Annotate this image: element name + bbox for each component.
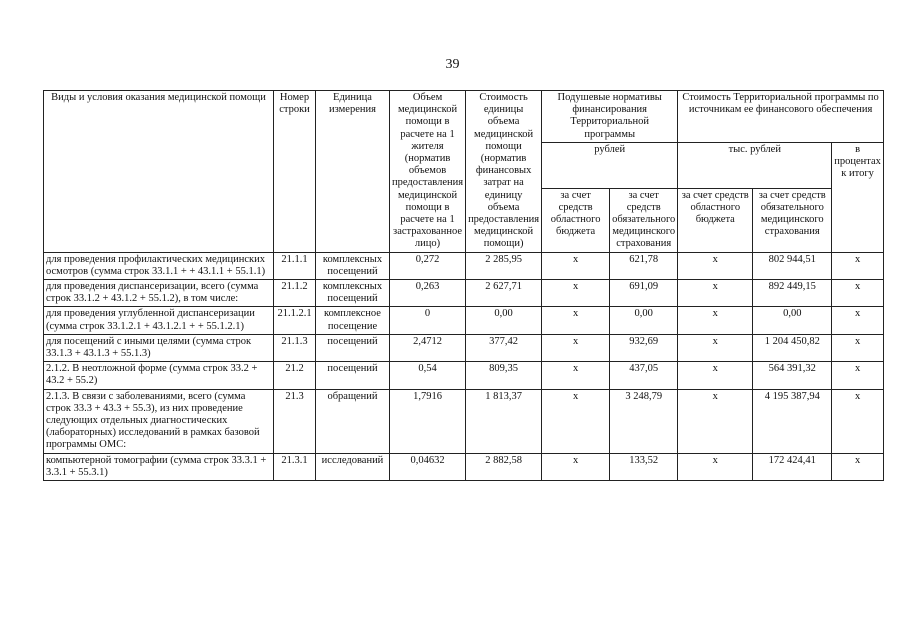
table-body: [44, 252, 884, 480]
row-pc-budget: x: [542, 453, 610, 480]
row-unit-cost: 0,00: [466, 307, 542, 334]
header-total-cost: Стоимость Территориальной программы по источникам ее финансового обеспечения: [678, 91, 884, 143]
header-pc-budget: за счет средств областного бюджета: [542, 188, 610, 252]
row-tot-budget: x: [678, 453, 753, 480]
row-number: 21.1.3: [274, 334, 316, 361]
row-percent: x: [832, 334, 884, 361]
table-row: [44, 307, 884, 334]
header-tot-oms: за счет средств обязательного медицинского страхования: [753, 188, 832, 252]
row-number: 21.3.1: [274, 453, 316, 480]
row-pc-oms: 932,69: [610, 334, 678, 361]
row-tot-budget: x: [678, 307, 753, 334]
row-unit-cost: 2 882,58: [466, 453, 542, 480]
header-unit: Единица измерения: [316, 91, 390, 253]
row-number: 21.2: [274, 362, 316, 389]
row-name: для проведения углубленной диспансеризации (сумма строк 33.1.2.1 + 43.1.2.1 + + 55.1.2.1): [44, 307, 274, 334]
row-volume: 0,272: [390, 252, 466, 279]
row-percent: x: [832, 362, 884, 389]
table-row: [44, 252, 884, 279]
row-unit-cost: 377,42: [466, 334, 542, 361]
row-percent: x: [832, 389, 884, 453]
row-pc-budget: x: [542, 252, 610, 279]
row-pc-oms: 621,78: [610, 252, 678, 279]
row-unit-cost: 2 627,71: [466, 280, 542, 307]
row-tot-oms: 172 424,41: [753, 453, 832, 480]
header-row-number: Номер строки: [274, 91, 316, 253]
row-pc-budget: x: [542, 280, 610, 307]
header-rubles: рублей: [542, 142, 678, 188]
row-pc-oms: 691,09: [610, 280, 678, 307]
row-name: для проведения профилактических медицинских осмотров (сумма строк 33.1.1 + + 43.1.1 + 55.1.1): [44, 252, 274, 279]
row-volume: 0: [390, 307, 466, 334]
row-name: для проведения диспансеризации, всего (сумма строк 33.1.2 + 43.1.2 + 55.1.2), в том числе:: [44, 280, 274, 307]
row-volume: 0,263: [390, 280, 466, 307]
table-row: [44, 362, 884, 389]
header-tot-budget: за счет средств областного бюджета: [678, 188, 753, 252]
header-volume: Объем медицинской помощи в расчете на 1 жителя (норматив объемов предоставления медицинской помощи в расчете на 1 застрахованное лицо): [390, 91, 466, 253]
row-volume: 2,4712: [390, 334, 466, 361]
table-row: [44, 280, 884, 307]
row-tot-oms: 4 195 387,94: [753, 389, 832, 453]
row-pc-budget: x: [542, 389, 610, 453]
row-unit: комплексное посещение: [316, 307, 390, 334]
row-name: для посещений с иными целями (сумма строк 33.1.3 + 43.1.3 + 55.1.3): [44, 334, 274, 361]
table-row: [44, 389, 884, 453]
header-type: Виды и условия оказания медицинской помощи: [44, 91, 274, 253]
row-pc-budget: x: [542, 307, 610, 334]
row-unit: исследований: [316, 453, 390, 480]
table-row: [44, 453, 884, 480]
table-row: [44, 334, 884, 361]
page-number: 39: [445, 57, 460, 72]
row-pc-oms: 3 248,79: [610, 389, 678, 453]
row-unit-cost: 2 285,95: [466, 252, 542, 279]
row-tot-oms: 0,00: [753, 307, 832, 334]
row-pc-oms: 437,05: [610, 362, 678, 389]
row-unit: посещений: [316, 362, 390, 389]
financing-table: [43, 90, 884, 481]
row-number: 21.1.2: [274, 280, 316, 307]
row-tot-oms: 564 391,32: [753, 362, 832, 389]
row-pc-oms: 133,52: [610, 453, 678, 480]
row-tot-oms: 892 449,15: [753, 280, 832, 307]
row-percent: x: [832, 280, 884, 307]
row-unit-cost: 809,35: [466, 362, 542, 389]
row-percent: x: [832, 307, 884, 334]
header-unit-cost: Стоимость единицы объема медицинской помощи (норматив финансовых затрат на единицу объема предоставления медицинской помощи): [466, 91, 542, 253]
row-tot-budget: x: [678, 389, 753, 453]
row-unit: обращений: [316, 389, 390, 453]
row-unit: комплексных посещений: [316, 280, 390, 307]
row-name: 2.1.3. В связи с заболеваниями, всего (сумма строк 33.3 + 43.3 + 55.3), из них проведение следующих отдельных диагностических (лабораторных) исследований в рамках базовой программы ОМС:: [44, 389, 274, 453]
row-tot-budget: x: [678, 280, 753, 307]
row-tot-budget: x: [678, 334, 753, 361]
row-unit: комплексных посещений: [316, 252, 390, 279]
row-name: компьютерной томографии (сумма строк 33.3.1 + 3.3.1 + 55.3.1): [44, 453, 274, 480]
row-pc-oms: 0,00: [610, 307, 678, 334]
header-thousand-rubles: тыс. рублей: [678, 142, 832, 188]
row-number: 21.3: [274, 389, 316, 453]
header-pc-oms: за счет средств обязательного медицинского страхования: [610, 188, 678, 252]
row-tot-budget: x: [678, 362, 753, 389]
row-unit-cost: 1 813,37: [466, 389, 542, 453]
header-per-capita: Подушевые нормативы финансирования Территориальной программы: [542, 91, 678, 143]
row-tot-oms: 802 944,51: [753, 252, 832, 279]
row-pc-budget: x: [542, 362, 610, 389]
row-pc-budget: x: [542, 334, 610, 361]
row-volume: 1,7916: [390, 389, 466, 453]
row-number: 21.1.1: [274, 252, 316, 279]
row-unit: посещений: [316, 334, 390, 361]
row-volume: 0,54: [390, 362, 466, 389]
row-volume: 0,04632: [390, 453, 466, 480]
row-name: 2.1.2. В неотложной форме (сумма строк 33.2 + 43.2 + 55.2): [44, 362, 274, 389]
row-number: 21.1.2.1: [274, 307, 316, 334]
row-tot-oms: 1 204 450,82: [753, 334, 832, 361]
header-percent: в процентах к итогу: [832, 142, 884, 252]
row-tot-budget: x: [678, 252, 753, 279]
row-percent: x: [832, 252, 884, 279]
row-percent: x: [832, 453, 884, 480]
